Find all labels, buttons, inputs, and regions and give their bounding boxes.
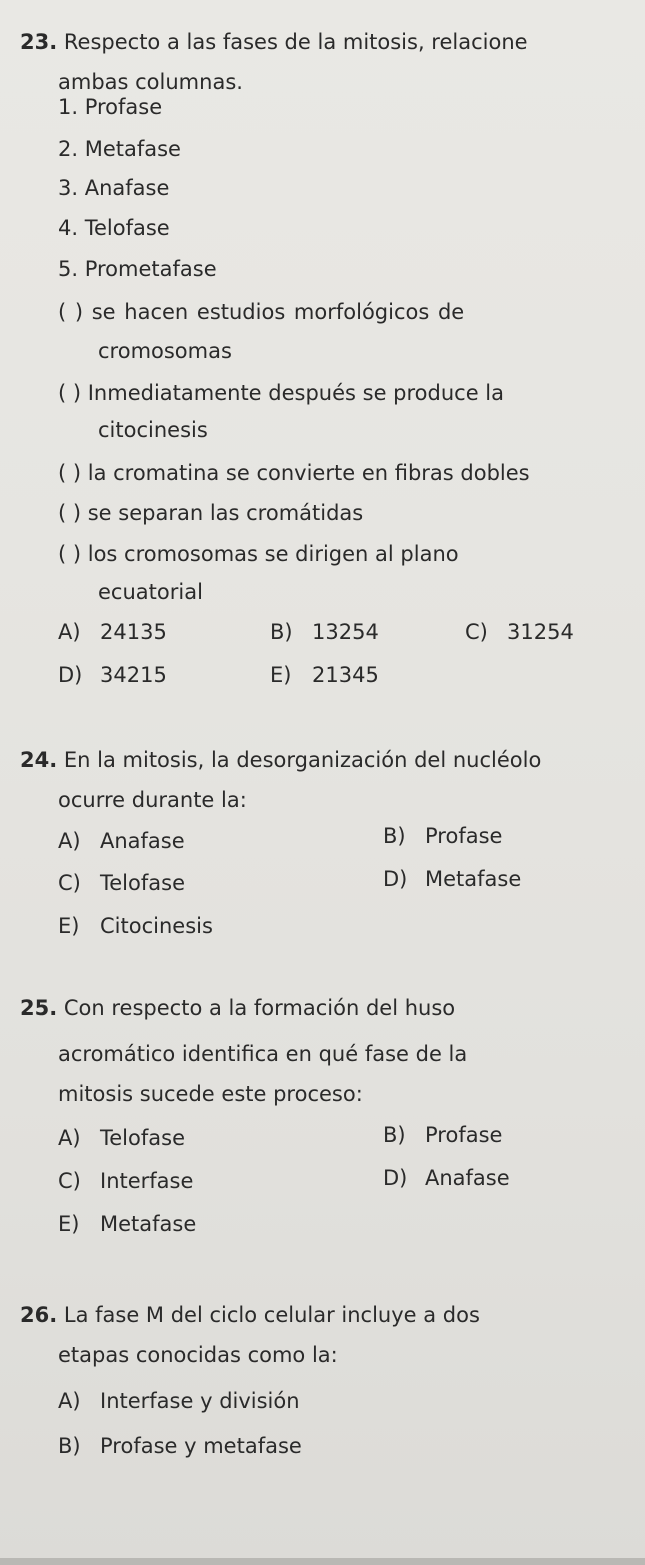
option-a: A) 24135 (58, 620, 167, 644)
question-text-cont: ambas columnas. (58, 70, 243, 94)
option-c: C) Telofase (58, 871, 185, 895)
question-25 (20, 988, 625, 1114)
option-b: B) Profase (383, 1123, 503, 1147)
question-number: 25. (20, 996, 58, 1020)
match-item: ( ) se hacen estudios morfológicos de (58, 300, 465, 324)
question-text-cont: mitosis sucede este proceso: (58, 1082, 363, 1106)
option-a: A) Interfase y división (58, 1389, 300, 1413)
question-number: 26. (20, 1303, 58, 1327)
match-item-cont: ecuatorial (98, 580, 203, 604)
match-item: ( ) la cromatina se convierte en fibras dobles (58, 461, 530, 485)
phase-item: 4. Telofase (58, 216, 170, 240)
option-d: D) Anafase (383, 1166, 510, 1190)
option-b: B) Profase y metafase (58, 1434, 302, 1458)
option-d: D) 34215 (58, 663, 167, 687)
question-text: En la mitosis, la desorganización del nucléolo (63, 748, 542, 772)
phase-item: 5. Prometafase (58, 257, 217, 281)
option-e: E) Citocinesis (58, 914, 213, 938)
question-text-cont: ocurre durante la: (58, 788, 247, 812)
question-text-cont: acromático identifica en qué fase de la (58, 1042, 468, 1066)
option-c: C) 31254 (465, 620, 574, 644)
question-26 (20, 1295, 625, 1375)
option-e: E) 21345 (270, 663, 379, 687)
phase-item: 2. Metafase (58, 137, 181, 161)
question-text: Con respecto a la formación del huso (63, 996, 456, 1020)
match-item: ( ) los cromosomas se dirigen al plano (58, 542, 459, 566)
phase-item: 3. Anafase (58, 176, 170, 200)
option-d: D) Metafase (383, 867, 522, 891)
question-24 (20, 740, 625, 820)
question-text: Respecto a las fases de la mitosis, relacione (63, 30, 528, 54)
question-23 (20, 22, 625, 102)
option-b: B) 13254 (270, 620, 379, 644)
option-b: B) Profase (383, 824, 503, 848)
question-24-line1 (20, 740, 625, 780)
option-a: A) Anafase (58, 829, 185, 853)
match-item: ( ) se separan las cromátidas (58, 501, 364, 525)
question-number: 24. (20, 748, 58, 772)
question-text: La fase M del ciclo celular incluye a dos (63, 1303, 480, 1327)
question-text-cont: etapas conocidas como la: (58, 1343, 338, 1367)
match-item-cont: cromosomas (98, 339, 232, 363)
question-26-line1 (20, 1295, 625, 1335)
option-c: C) Interfase (58, 1169, 194, 1193)
match-item: ( ) Inmediatamente después se produce la (58, 381, 505, 405)
page-edge (0, 1558, 645, 1565)
option-e: E) Metafase (58, 1212, 197, 1236)
match-item-cont: citocinesis (98, 418, 208, 442)
option-a: A) Telofase (58, 1126, 185, 1150)
phase-item: 1. Profase (58, 95, 163, 119)
question-25-line1 (20, 988, 625, 1028)
question-23-line1 (20, 22, 625, 62)
question-number: 23. (20, 30, 58, 54)
